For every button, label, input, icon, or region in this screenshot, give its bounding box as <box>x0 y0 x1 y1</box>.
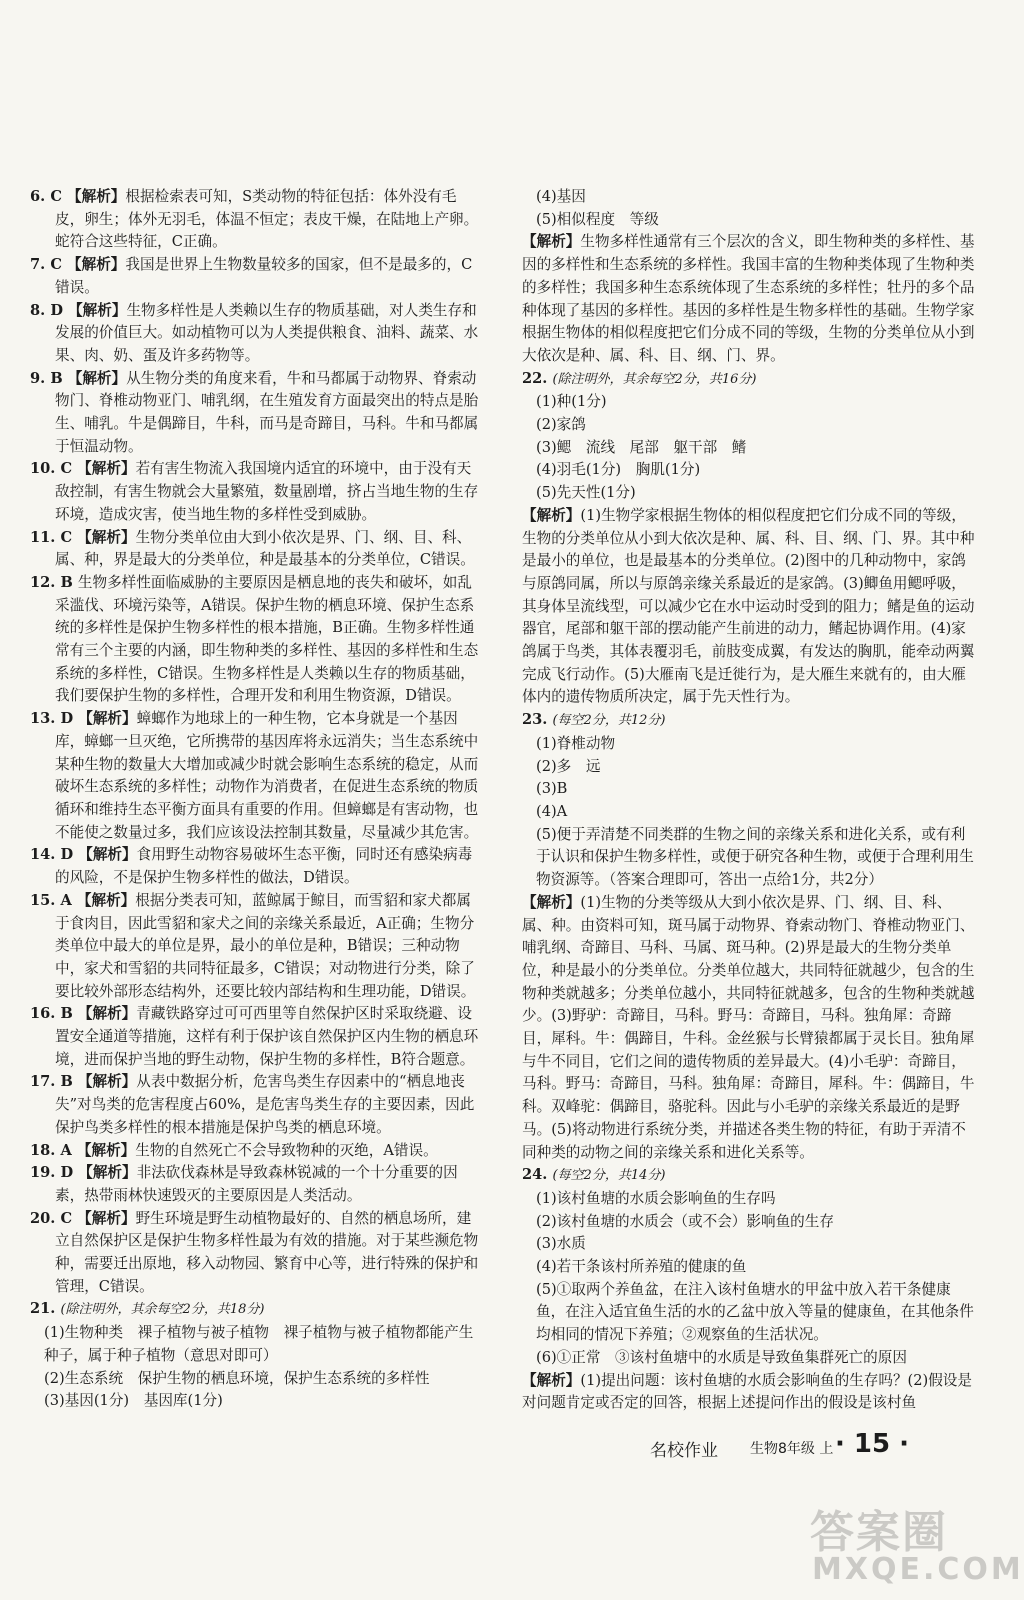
question-number: 18. A <box>30 1141 77 1159</box>
analysis-tag: 【解析】 <box>78 710 137 728</box>
answer-subitem: (3)鳃 流线 尾部 躯干部 鳍 <box>536 438 747 456</box>
score-note: (每空2分，共14分) <box>552 1168 666 1184</box>
answer-subitem: (2)家鸽 <box>536 416 586 434</box>
analysis-tag: 【解析】 <box>77 528 136 546</box>
question-number: 15. A <box>30 891 77 909</box>
answer-text: 生物多样性面临威胁的主要原因是栖息地的丧失和破坏，如乱采滥伐、环境污染等，A错误。保护生物的栖息环境、保护生态系统的多样性是保护生物多样性的根本措施，B正确。生物多样性通常有三个主要的内涵，即生物种类的多样性、基因的多样性和生态系统的多样性，C错误。生物多样性是人类赖以生存的物质基础，我们要保护生物的多样性，合理开发和利用生物资源，D错误。 <box>55 573 479 705</box>
answer-subitem: (4)羽毛(1分) 胸肌(1分) <box>536 461 701 479</box>
question-entry <box>30 368 485 459</box>
answer-text: 食用野生动物容易破坏生态平衡，同时还有感染病毒的风险，不是保护生物多样性的做法，D错误。 <box>55 846 473 887</box>
page-footer <box>600 1426 960 1466</box>
question-number: 10. C <box>30 460 78 478</box>
question-entry <box>30 1298 485 1322</box>
answer-text: 若有害生物流入我国境内适宜的环境中，由于没有天敌控制，有害生物就会大量繁殖，数量剧增，挤占当地生物的生存环境，造成灾害，使当地生物的多样性受到威胁。 <box>55 460 479 523</box>
watermark-line1: 答案圈 <box>810 1507 948 1558</box>
footer-brand: 名校作业 <box>650 1441 718 1461</box>
answer-subitem: (5)先天性(1分) <box>536 484 636 502</box>
analysis-tag: 【解析】 <box>77 1005 137 1023</box>
question-number: 24. <box>522 1166 553 1184</box>
analysis-tag: 【解析】 <box>522 233 581 251</box>
answer-subitem: (4)A <box>536 802 568 820</box>
left-column <box>30 186 485 1413</box>
question-entry <box>30 1071 485 1139</box>
question-entry <box>30 254 485 299</box>
answer-subitem: (3)基因(1分) 基因库(1分) <box>44 1392 223 1410</box>
question-number: 20. C <box>30 1209 78 1227</box>
analysis-tag: 【解析】 <box>68 301 127 319</box>
answer-subitem: (3)水质 <box>536 1235 586 1253</box>
question-entry <box>30 527 485 572</box>
answer-text: 从表中数据分析，危害鸟类生存因素中的“栖息地丧失”对鸟类的危害程度占60%，是危害鸟类生存的主要因素，因此保护鸟类多样性的根本措施是保护鸟类的栖息环境。 <box>55 1073 475 1136</box>
analysis-tag: 【解析】 <box>67 369 127 387</box>
analysis-tag: 【解析】 <box>77 460 136 478</box>
question-entry <box>30 572 485 708</box>
answer-text: 生物分类单位由大到小依次是界、门、纲、目、科、属、种，界是最大的分类单位，种是最基本的分类单位，C错误。 <box>55 528 475 569</box>
answer-text: 蟑螂作为地球上的一种生物，它本身就是一个基因库，蟑螂一旦灭绝，它所携带的基因库将永远消失；当生态系统中某种生物的数量大大增加或减少时就会影响生态系统的稳定，从而破坏生态系统的多样性；动物作为消费者，在促进生态系统的物质循环和维持生态平衡方面具有重要的作用。但蟑螂是有害动物，也不能使之数量过多，我们应该设法控制其数量，尽量减少其危害。 <box>55 710 479 841</box>
answer-subitem: (1)该村鱼塘的水质会影响鱼的生存吗 <box>536 1189 776 1207</box>
question-number: 23. <box>522 711 553 729</box>
analysis-paragraph <box>522 231 977 367</box>
analysis-tag: 【解析】 <box>67 256 126 274</box>
score-note: (每空2分，共12分) <box>552 713 666 729</box>
answer-text: 生物多样性是人类赖以生存的物质基础，对人类生存和发展的价值巨大。如动植物可以为人类提供粮食、油料、蔬菜、水果、肉、奶、蛋及许多药物等。 <box>55 301 479 364</box>
answer-text: 生物多样性通常有三个层次的含义，即生物种类的多样性、基因的多样性和生态系统的多样性。我国丰富的生物种类体现了生物种类的多样性；我国多种生态系统体现了生态系统的多样性；牡丹的多个品种体现了基因的多样性。基因的多样性是生物多样性的基础。生物学家根据生物体的相似程度把它们分成不同的等级，生物的分类单位从小到大依次是种、属、科、目、纲、门、界。 <box>522 233 975 364</box>
analysis-tag: 【解析】 <box>78 1164 137 1182</box>
answer-subitem: (2)生态系统 保护生物的栖息环境，保护生态系统的多样性 <box>44 1369 430 1387</box>
analysis-tag: 【解析】 <box>77 1209 136 1227</box>
question-number: 19. D <box>30 1164 79 1182</box>
question-number: 6. C <box>30 188 68 205</box>
footer-subject: 生物8年级 上 <box>750 1441 834 1457</box>
question-entry <box>30 708 485 844</box>
question-entry <box>30 1003 485 1071</box>
answer-subitem: (1)种(1分) <box>536 393 607 411</box>
answer-subitem: (2)多 远 <box>536 757 601 775</box>
answer-text: 青藏铁路穿过可可西里等自然保护区时采取绕避、设置安全通道等措施，这样有利于保护该自然保护区内生物的栖息环境，进而保护当地的野生动物，保护生物的多样性，B符合题意。 <box>55 1005 479 1068</box>
answer-text: (1)生物的分类等级从大到小依次是界、门、纲、目、科、属、种。由资料可知，斑马属于动物界、脊索动物门、脊椎动物亚门、哺乳纲、奇蹄目、马科、马属、斑马种。(2)界是最大的生物分类单位，种是最小的分类单位。分类单位越大，共同特征就越少，包含的生物种类就越多；分类单位越小，共同特征就越多，包含的生物种类就越少。(3)野驴：奇蹄目，马科。野马：奇蹄目，马科。独角犀：奇蹄目，犀科。牛：偶蹄目，牛科。金丝猴与长臂猿都属于灵长目。独角犀与牛不同目，它们之间的遗传物质的差异最大。(4)小毛驴：奇蹄目，马科。野马：奇蹄目，马科。独角犀：奇蹄目，犀科。牛：偶蹄目，牛科。双峰驼：偶蹄目，骆驼科。因此与小毛驴的亲缘关系最近的是野马。(5)将动物进行系统分类，并描述各类生物的特征，有助于弄清不同种类的动物之间的亲缘关系和进化关系等。 <box>522 893 975 1161</box>
analysis-tag: 【解析】 <box>522 893 581 911</box>
analysis-tag: 【解析】 <box>76 1141 136 1159</box>
score-note: (除注明外，其余每空2分，共18分) <box>60 1302 265 1318</box>
question-number: 13. D <box>30 710 79 728</box>
question-number: 14. D <box>30 846 79 864</box>
analysis-tag: 【解析】 <box>77 1073 137 1091</box>
answer-subitem: (4)若干条该村所养殖的健康的鱼 <box>536 1258 747 1276</box>
watermark-logo <box>800 1496 1024 1592</box>
answer-subitem: (1)脊椎动物 <box>536 734 616 752</box>
answer-text: 非法砍伐森林是导致森林锐减的一个十分重要的因素，热带雨林快速毁灭的主要原因是人类活动。 <box>55 1164 458 1204</box>
question-entry <box>522 368 977 392</box>
right-column <box>522 186 977 1415</box>
answer-subitem: (5)①取两个养鱼盆，在注入该村鱼塘水的甲盆中放入若干条健康鱼，在注入适宜鱼生活的水的乙盆中放入等量的健康鱼，在其他条件均相同的情况下养殖；②观察鱼的生活状况。 <box>536 1280 974 1344</box>
question-entry <box>30 1140 485 1163</box>
question-entry <box>30 1162 485 1207</box>
analysis-paragraph <box>522 505 977 709</box>
page-number: · 15 · <box>835 1429 910 1459</box>
question-number: 12. B <box>30 573 78 591</box>
question-entry <box>30 890 485 1004</box>
question-number: 7. C <box>30 256 68 274</box>
answer-subitem: (1)生物种类 裸子植物与被子植物 裸子植物与被子植物都能产生种子，属于种子植物（意思对即可） <box>44 1324 474 1364</box>
question-entry <box>522 709 977 733</box>
answer-subitem: (6)①正常 ③该村鱼塘中的水质是导致鱼集群死亡的原因 <box>536 1348 907 1366</box>
question-entry <box>30 300 485 368</box>
question-number: 17. B <box>30 1073 78 1091</box>
answer-text: (1)提出问题：该村鱼塘的水质会影响鱼的生存吗？(2)假设是对问题肯定或否定的回答，根据上述提问作出的假设是该村鱼 <box>522 1371 972 1412</box>
answer-text: 野生环境是野生动植物最好的、自然的栖息场所，建立自然保护区是保护生物多样性最为有效的措施。对于某些濒危物种，需要迁出原地，移入动物园、繁育中心等，进行特殊的保护和管理，C错误。 <box>55 1209 479 1295</box>
analysis-tag: 【解析】 <box>78 846 137 864</box>
analysis-tag: 【解析】 <box>76 891 136 909</box>
answer-subitem: (4)基因 <box>536 188 586 205</box>
question-entry <box>30 844 485 889</box>
question-number: 22. <box>522 369 553 387</box>
question-number: 16. B <box>30 1005 78 1023</box>
answer-subitem: (5)相似程度 等级 <box>536 210 659 228</box>
answer-text: (1)生物学家根据生物体的相似程度把它们分成不同的等级，生物的分类单位从小到大依次是种、属、科、目、纲、门、界。其中种是最小的单位，也是最基本的分类单位。(2)图中的几种动物中，家鸽与原鸽同属，所以与原鸽亲缘关系最近的是家鸽。(3)鲫鱼用鳃呼吸，其身体呈流线型，可以减少它在水中运动时受到的阻力；鳍是鱼的运动器官，尾部和躯干部的摆动能产生前进的动力，鳍起协调作用。(4)家鸽属于鸟类，其体表覆羽毛，前肢变成翼，有发达的胸肌，能牵动两翼完成飞行动作。(5)大雁南飞是迁徙行为，是大雁生来就有的，由大雁体内的遗传物质所决定，属于先天性行为。 <box>522 506 975 706</box>
analysis-paragraph <box>522 1370 977 1415</box>
question-number: 11. C <box>30 528 78 546</box>
analysis-tag: 【解析】 <box>67 188 126 205</box>
question-entry <box>30 1208 485 1299</box>
question-entry <box>30 186 485 254</box>
answer-text: 我国是世界上生物数量较多的国家，但不是最多的，C错误。 <box>55 256 473 296</box>
question-number: 9. B <box>30 369 68 387</box>
question-entry <box>30 458 485 526</box>
watermark-line2: MXQE.COM <box>812 1552 1024 1587</box>
answer-text: 生物的自然死亡不会导致物种的灭绝，A错误。 <box>135 1141 438 1159</box>
answer-text: 从生物分类的角度来看，牛和马都属于动物界、脊索动物门、脊椎动物亚门、哺乳纲，在生殖发育方面最突出的特点是胎生、哺乳。牛是偶蹄目，牛科，而马是奇蹄目，马科。牛和马都属于恒温动物。 <box>55 369 479 455</box>
question-number: 8. D <box>30 301 69 319</box>
score-note: (除注明外，其余每空2分，共16分) <box>552 371 757 387</box>
answer-subitem: (5)便于弄清楚不同类群的生物之间的亲缘关系和进化关系，或有利于认识和保护生物多样性，或便于研究各种生物，或便于合理利用生物资源等。（答案合理即可，答出一点给1分，共2分） <box>536 825 974 889</box>
analysis-tag: 【解析】 <box>522 1371 581 1389</box>
question-entry <box>522 1164 977 1188</box>
answer-subitem: (3)B <box>536 780 568 798</box>
analysis-tag: 【解析】 <box>522 506 581 524</box>
question-number: 21. <box>30 1300 61 1318</box>
answer-subitem: (2)该村鱼塘的水质会（或不会）影响鱼的生存 <box>536 1212 834 1230</box>
answer-text: 根据分类表可知，蓝鲸属于鲸目，而雪貂和家犬都属于食肉目，因此雪貂和家犬之间的亲缘关系最近，A正确；生物分类单位中最大的单位是界，最小的单位是种，B错误；三种动物中，家犬和雪貂的共同特征最多，C错误；对动物进行分类，除了要比较外部形态结构外，还要比较内部结构和生理功能，D错误。 <box>55 891 476 1000</box>
analysis-paragraph <box>522 892 977 1164</box>
answer-text: 根据检索表可知，S类动物的特征包括：体外没有毛皮，卵生；体外无羽毛，体温不恒定；表皮干燥，在陆地上产卵。蛇符合这些特征，C正确。 <box>55 188 479 251</box>
